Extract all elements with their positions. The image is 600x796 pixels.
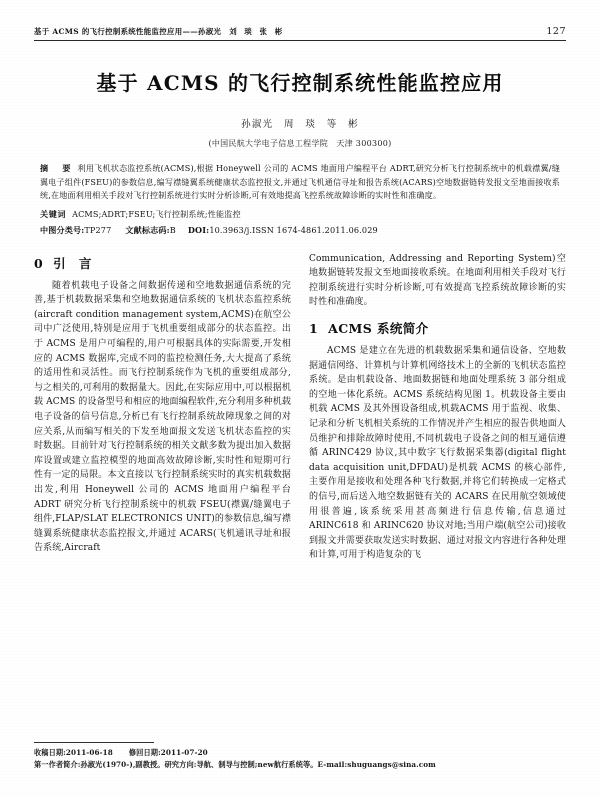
left-column <box>34 252 291 563</box>
section-number: 1 <box>309 320 319 336</box>
section-title: ACMS 系统简介 <box>328 320 429 336</box>
footnote-author-bio: 第一作者简介:孙淑光(1970-),副教授。研究方向:导航、制导与控制;new航行系统等。E-mail:shuguangs@sina.com <box>34 759 436 769</box>
paragraph-continued: Communication, Addressing and Reporting System)空地数据链转发报文至地面接收系统。在地面利用相关手段对飞行控制系统进行实时分析诊断,可有效提高飞控系统故障诊断的实时性和准确度。 <box>309 253 566 308</box>
footnote-rule <box>34 742 154 743</box>
keywords-block <box>34 208 566 221</box>
affiliation: (中国民航大学电子信息工程学院 天津 300300) <box>208 139 392 148</box>
paragraph: ACMS 是建立在先进的机载数据采集和通信设备、空地数据通信网络、计算机与计算机网络技术上的全新的飞机状态监控系统。是由机载设备、地面数据链和地面处理系统 3 部分组成的空地一体化系统。ACMS 系统结构见图 1。机载设备主要由机载 ACMS 及其外围设备组成,机载ACMS 用于监视、收集、记录和分析飞机相关系统的工作情况并产生相应的报告供地面人员维护和排除故障时使用,不同机载电子设备之间的相互通信遵循 ARINC429 协议,其中数字飞行数据采集器(digital flight data acquisition unit,DFDAU)是机载 ACMS 的核心部件,主要作用是接收和处理各种飞行数据,并将它们转换成一定格式的信号,而后送入地空数据链有关的 ACARS 在民用航空领域使用很普遍,该系统采用甚高频进行信息传输,信息通过 ARINC618 和 ARINC620 协议对地;当用户端(航空公司)接收到报文并需要获取发送实时数据、通过对报文内容进行各种处理和计算,可用于构造复杂的飞 <box>309 345 566 561</box>
header-rule <box>34 40 566 41</box>
abstract-text: 利用飞机状态监控系统(ACMS),根据 Honeywell 公司的 ACMS 地面用户编程平台 ADRT,研究分析飞行控制系统中的机载襟翼/缝翼电子组件(FSEU)的参数信息,编写襟缝翼系统健康状态监控报文,并通过飞机通信寻址和报告系统(ACARS)空地数据链转发报文至地面接收系统,在地面利用相关手段对飞行控制系统进行实时分析诊断,可有效地提高飞控系统故障诊断的实时性和准确度。 <box>40 163 560 201</box>
abstract-label: 摘 要 <box>40 163 74 173</box>
keywords-label: 关键词 <box>40 208 67 219</box>
section-heading-introduction <box>34 254 291 272</box>
doi-label: DOI: <box>187 225 210 236</box>
revised-label: 修回日期: <box>128 748 161 757</box>
running-header-left <box>34 26 285 37</box>
received-date: 2011-06-18 <box>65 748 113 757</box>
right-column <box>309 252 566 563</box>
received-label: 收稿日期: <box>34 748 66 757</box>
keywords-text: ACMS;ADRT;FSEU;飞行控制系统;性能监控 <box>72 208 241 219</box>
classification-block <box>34 224 566 237</box>
page-number: 127 <box>546 26 566 37</box>
document-code-value: B <box>169 225 176 236</box>
body-columns <box>34 252 566 563</box>
revised-date: 2011-07-20 <box>160 748 208 757</box>
running-header <box>34 26 566 39</box>
page-content <box>34 26 566 563</box>
paragraph: 随着机载电子设备之间数据传递和空地数据通信系统的完善,基于机载数据采集和空地数据通信系统的飞机状态监控系统(aircraft condition management system,ACMS)在航空公司中广泛使用,特别是应用于飞机重要组成部分的状态监控。出于 ACMS 是用户可编程的,用户可根据具体的实际需要,开发相应的 ACMS 数据库,完成不同的监控检测任务,大大提高了系统的适用性和灵活性。而飞行控制系统作为飞机的重要组成部分,与之相关的,可利用的数据量大。因此,在实际应用中,可以根据机载 ACMS 的设备型号和相应的地面编程软件,充分利用多种机载电子设备的信号信息,分析已有飞行控制系统故障现象之间的对应关系,从而编写相关的下发至地面报文发送飞机状态监控的实时数据。目前针对飞行控制系统的相关文献多数为提出加入数据库设置或建立监控模型的地面高效故障诊断,实时性和短期可行性有一定的局限。本文直接以飞行控制系统实时的真实机载数据出发,利用 Honeywell 公司的 ACMS 地面用户编程平台 ADRT 研究分析飞行控制系统中的机载 FSEU(襟翼/缝翼电子组件,FLAP/SLAT ELECTRONICS UNIT)的参数信息,编写襟缝翼系统健康状态监控报文,并通过 ACARS(飞机通讯寻址和报告系统,Aircraft <box>34 280 291 554</box>
author-list: 孙淑光 周 琰 等 彬 <box>241 119 359 130</box>
footnote-block <box>34 742 566 770</box>
section-number: 0 <box>34 255 44 271</box>
clc-value: TP277 <box>84 225 112 236</box>
section-title: 引 言 <box>53 255 92 271</box>
document-code-label: 文献标志码: <box>125 225 170 236</box>
page-title: 基于 ACMS 的飞行控制系统性能监控应用 <box>96 71 504 95</box>
abstract-block <box>34 162 566 203</box>
clc-label: 中图分类号: <box>40 225 85 236</box>
doi-value: 10.3963/j.ISSN 1674-4861.2011.06.029 <box>209 225 378 236</box>
section-heading-acms-overview <box>309 319 566 337</box>
footnote-dates <box>34 747 566 759</box>
running-authors: 刘 琰 张 彬 <box>229 27 285 36</box>
running-title: 基于 ACMS 的飞行控制系统性能监控应用——孙淑光 <box>34 27 222 36</box>
